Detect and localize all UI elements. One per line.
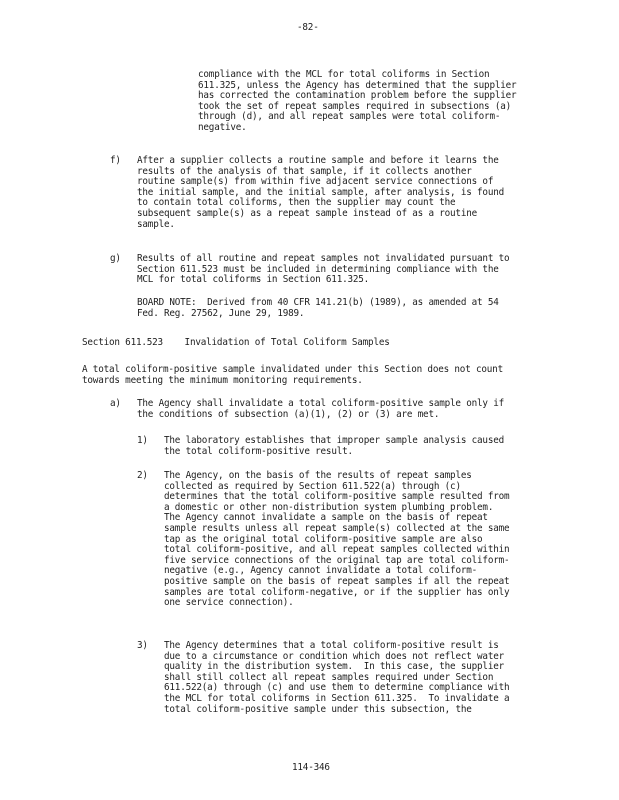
text-line: The Agency determines that a total coliform-positive result is xyxy=(164,640,499,651)
text-line: tap as the original total coliform-positive sample are also xyxy=(164,533,483,545)
text-line: A total coliform-positive sample invalidated under this Section does not count xyxy=(82,364,503,375)
intro-paragraph xyxy=(82,365,503,386)
paragraph-f-label: f) xyxy=(110,155,121,166)
paragraph-g-label: g) xyxy=(110,253,121,264)
text-line: total coliform-positive sample under this subsection, the xyxy=(164,703,472,715)
text-line: the total coliform-positive result. xyxy=(164,445,353,457)
text-line: negative (e.g., Agency cannot invalidate a total coliform- xyxy=(164,565,478,577)
paragraph-g xyxy=(137,254,509,286)
paragraph-f xyxy=(137,156,504,230)
board-note xyxy=(137,298,499,319)
text-line: results of the analysis of that sample, if it collects another xyxy=(137,165,472,177)
text-line: five service connections of the original tap are total coliform- xyxy=(164,554,510,566)
page-number: -82- xyxy=(297,22,319,33)
text-line: 611.522(a) through (c) and use them to determine compliance with xyxy=(164,682,510,694)
page-footer-id: 114-346 xyxy=(292,762,330,773)
text-line: BOARD NOTE: Derived from 40 CFR 141.21(b) (1989), as amended at 54 xyxy=(137,297,499,308)
item-2-label: 2) xyxy=(137,470,148,481)
text-line: due to a circumstance or condition which does not reflect water xyxy=(164,650,505,662)
text-line: The laboratory establishes that improper sample analysis caused xyxy=(164,435,505,446)
text-line: subsequent sample(s) as a repeat sample instead of as a routine xyxy=(137,207,478,219)
text-line: towards meeting the minimum monitoring requirements. xyxy=(82,374,363,386)
item-1-label: 1) xyxy=(137,435,148,446)
text-line: The Agency, on the basis of the results of repeat samples xyxy=(164,470,472,481)
text-line: The Agency shall invalidate a total coliform-positive sample only if xyxy=(137,398,505,409)
text-line: Fed. Reg. 27562, June 29, 1989. xyxy=(137,307,305,319)
text-line: has corrected the contamination problem before the supplier xyxy=(198,90,517,102)
text-line: the initial sample, and the initial sample, after analysis, is found xyxy=(137,186,505,198)
text-line: shall still collect all repeat samples required under Section xyxy=(164,671,494,683)
text-line: Section 611.523 must be included in determining compliance with the xyxy=(137,263,499,275)
text-line: total coliform-positive, and all repeat samples collected within xyxy=(164,544,510,556)
text-line: determines that the total coliform-positive sample resulted from xyxy=(164,491,510,503)
text-line: After a supplier collects a routine sample and before it learns the xyxy=(137,155,499,166)
text-line: a domestic or other non-distribution system plumbing problem. xyxy=(164,501,494,513)
item-2 xyxy=(164,471,509,609)
text-line: negative. xyxy=(198,121,247,133)
text-line: to contain total coliforms, then the supplier may count the xyxy=(137,197,456,209)
paragraph-a-label: a) xyxy=(110,398,121,409)
text-line: samples are total coliform-negative, or if the supplier has only xyxy=(164,586,510,598)
text-line: MCL for total coliforms in Section 611.325. xyxy=(137,274,370,286)
section-heading: Section 611.523 Invalidation of Total Coliform Samples xyxy=(82,337,390,348)
text-line: sample. xyxy=(137,218,175,230)
text-line: positive sample on the basis of repeat samples if all the repeat xyxy=(164,575,510,587)
continuation-paragraph xyxy=(198,70,516,134)
text-line: took the set of repeat samples required in subsections (a) xyxy=(198,100,512,112)
text-line: sample results unless all repeat sample(s) collected at the same xyxy=(164,522,510,534)
paragraph-a xyxy=(137,399,504,420)
text-line: Results of all routine and repeat samples not invalidated pursuant to xyxy=(137,253,510,264)
text-line: collected as required by Section 611.522(a) through (c) xyxy=(164,480,461,492)
text-line: one service connection). xyxy=(164,597,294,609)
item-1 xyxy=(164,436,504,457)
text-line: compliance with the MCL for total coliforms in Section xyxy=(198,69,490,80)
item-3-label: 3) xyxy=(137,640,148,651)
text-line: The Agency cannot invalidate a sample on the basis of repeat xyxy=(164,512,488,524)
text-line: through (d), and all repeat samples were total coliform- xyxy=(198,111,501,123)
text-line: the conditions of subsection (a)(1), (2) or (3) are met. xyxy=(137,408,440,420)
text-line: 611.325, unless the Agency has determined that the supplier xyxy=(198,79,517,91)
text-line: routine sample(s) from within five adjacent service connections of xyxy=(137,176,494,188)
text-line: the MCL for total coliforms in Section 611.325. To invalidate a xyxy=(164,692,510,704)
item-3 xyxy=(164,641,509,715)
text-line: quality in the distribution system. In this case, the supplier xyxy=(164,661,505,673)
